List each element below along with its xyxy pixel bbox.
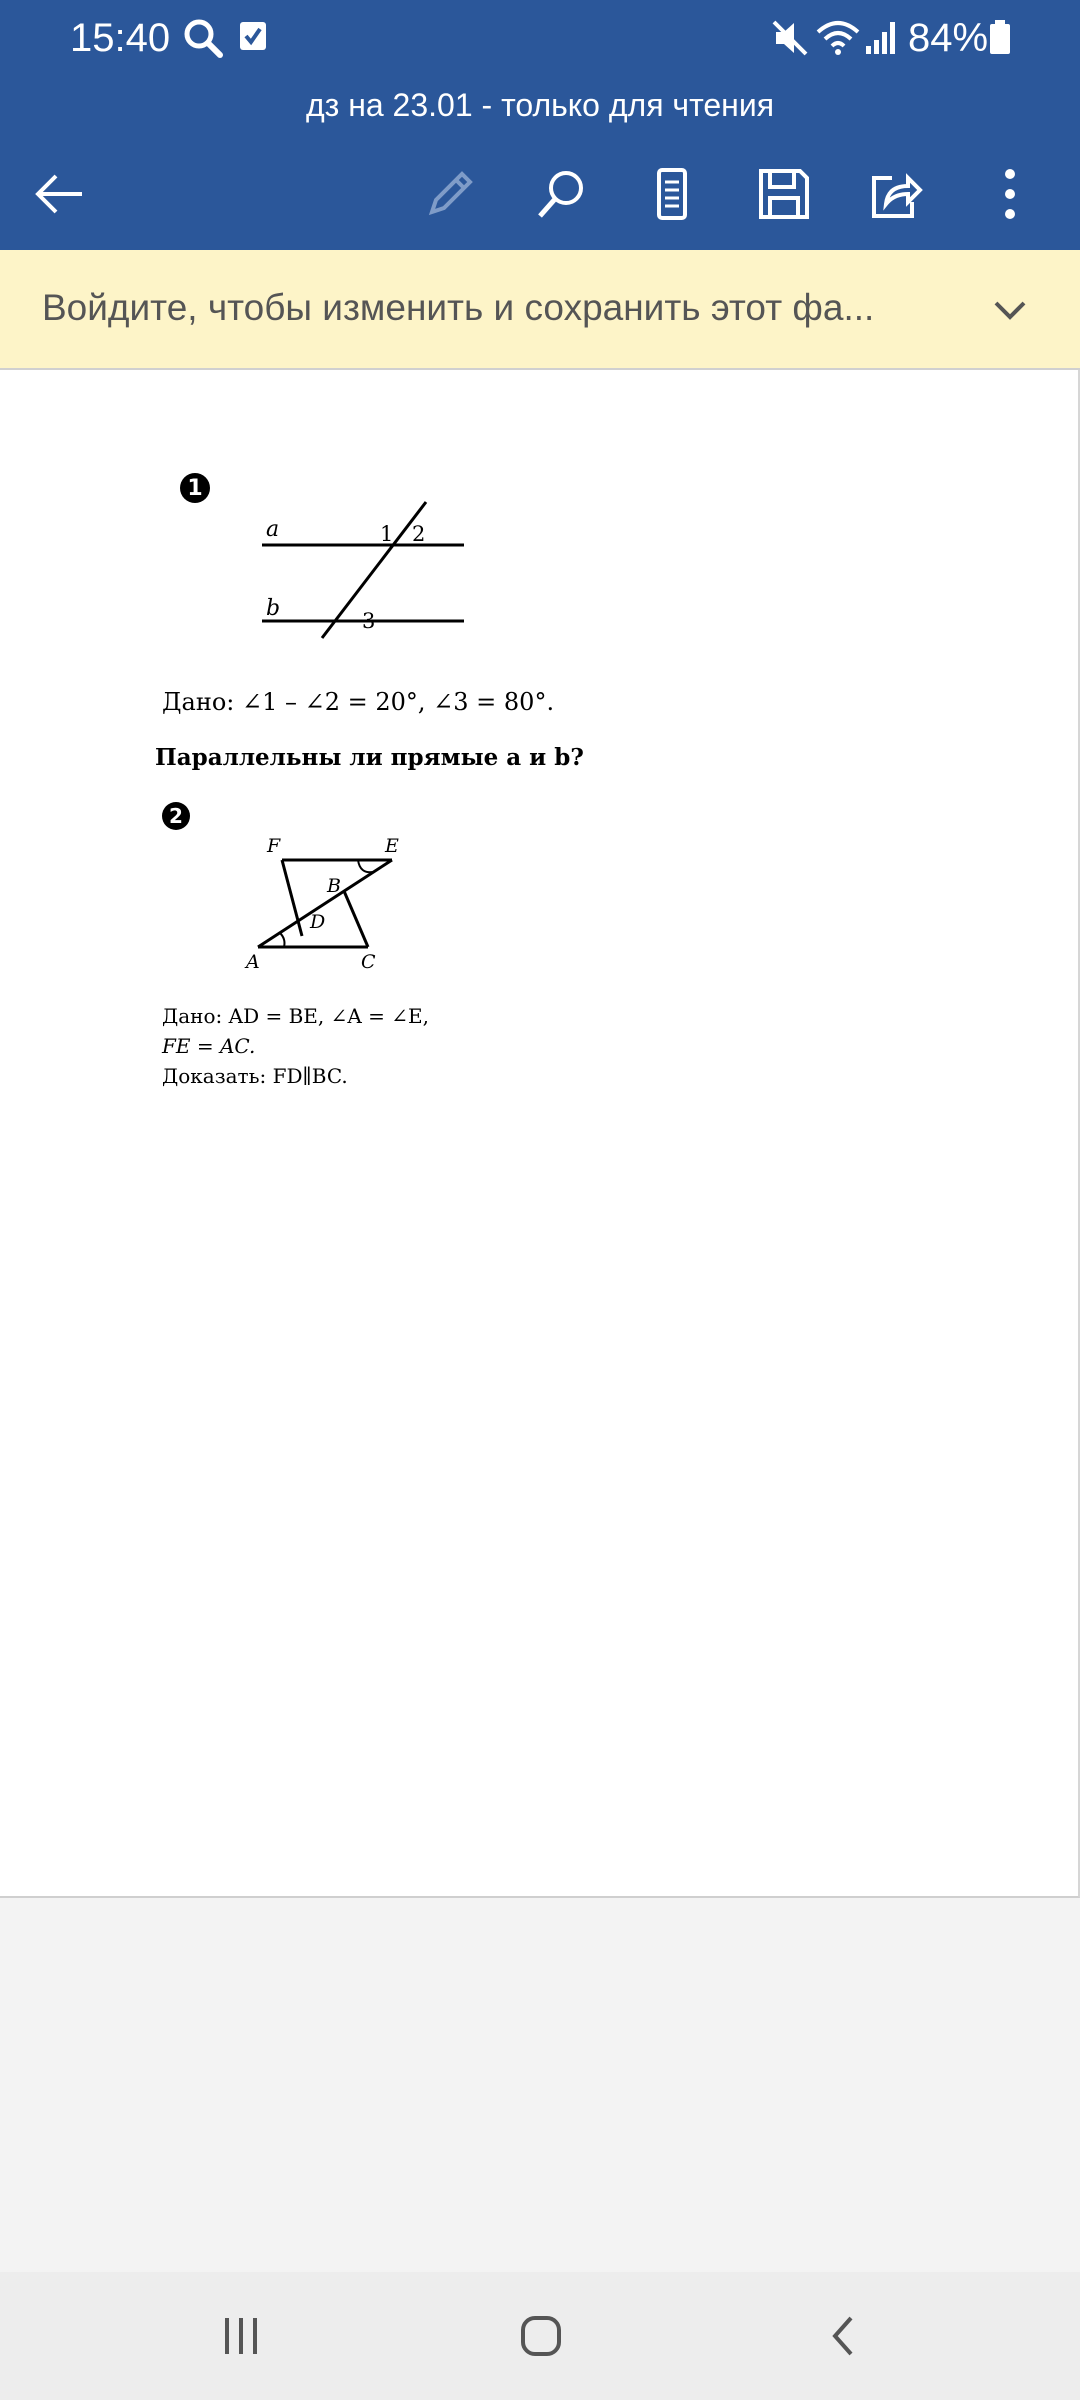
mobile-view-button[interactable] xyxy=(638,160,706,228)
point-e-label: E xyxy=(385,835,399,857)
search-button[interactable] xyxy=(528,160,596,228)
signal-icon xyxy=(864,14,900,62)
title-bar xyxy=(0,76,1080,138)
wifi-icon xyxy=(816,14,860,62)
point-d-label: D xyxy=(310,911,326,933)
mute-icon xyxy=(770,14,810,62)
back-arrow-icon xyxy=(32,166,88,222)
home-button[interactable] xyxy=(496,2296,586,2376)
problem-1-given: Дано: ∠1 – ∠2 = 20°, ∠3 = 80°. xyxy=(162,688,555,716)
save-icon xyxy=(756,166,812,222)
problem-2-given-line-2: FE = AC. xyxy=(162,1034,256,1058)
mobile-view-icon xyxy=(644,166,700,222)
point-c-label: C xyxy=(361,951,376,973)
angle-3-label: 3 xyxy=(362,609,376,633)
line-a-label: a xyxy=(266,517,280,542)
problem-1-question: Параллельны ли прямые a и b? xyxy=(155,744,584,771)
sign-in-banner-text: Войдите, чтобы изменить и сохранить этот фа... xyxy=(42,287,875,328)
share-icon xyxy=(868,166,924,222)
battery-icon xyxy=(988,14,1012,62)
parallel-lines-diagram xyxy=(250,500,480,640)
recent-apps-button[interactable] xyxy=(196,2296,286,2376)
more-icon xyxy=(1000,166,1020,222)
checkbox-notification-icon xyxy=(238,14,268,62)
share-button[interactable] xyxy=(862,160,930,228)
back-icon xyxy=(823,2312,863,2360)
problem-2-number: 2 xyxy=(162,802,190,830)
recent-apps-icon xyxy=(219,2314,263,2358)
point-f-label: F xyxy=(267,835,281,857)
search-icon xyxy=(534,166,590,222)
back-button[interactable] xyxy=(26,160,94,228)
save-button[interactable] xyxy=(750,160,818,228)
triangles-diagram xyxy=(246,830,410,980)
problem-2-given-line-1: Дано: AD = BE, ∠A = ∠E, xyxy=(162,1004,430,1028)
edit-pencil-icon xyxy=(422,166,478,222)
document-title: дз на 23.01 - только для чтения xyxy=(305,87,775,123)
back-nav-button[interactable] xyxy=(798,2296,888,2376)
status-time: 15:40 xyxy=(70,16,171,60)
document-page xyxy=(0,370,1080,1898)
point-b-label: B xyxy=(327,875,341,897)
angle-2-label: 2 xyxy=(412,522,426,546)
chevron-down-icon xyxy=(992,299,1028,323)
line-b-label: b xyxy=(266,596,281,621)
problem-1-number: 1 xyxy=(180,473,210,503)
more-options-button[interactable] xyxy=(976,160,1044,228)
status-bar xyxy=(0,0,1080,76)
toolbar xyxy=(0,138,1080,250)
sign-in-banner[interactable] xyxy=(0,250,1080,370)
point-a-label: A xyxy=(246,951,260,973)
search-icon xyxy=(182,14,226,62)
problem-2-prove: Доказать: FD∥BC. xyxy=(162,1064,348,1088)
home-icon xyxy=(517,2312,565,2360)
angle-1-label: 1 xyxy=(380,522,394,546)
banner-expand-button[interactable] xyxy=(980,286,1040,336)
battery-percentage: 84% xyxy=(908,16,989,60)
navigation-bar xyxy=(0,2272,1080,2400)
edit-button[interactable] xyxy=(416,160,484,228)
